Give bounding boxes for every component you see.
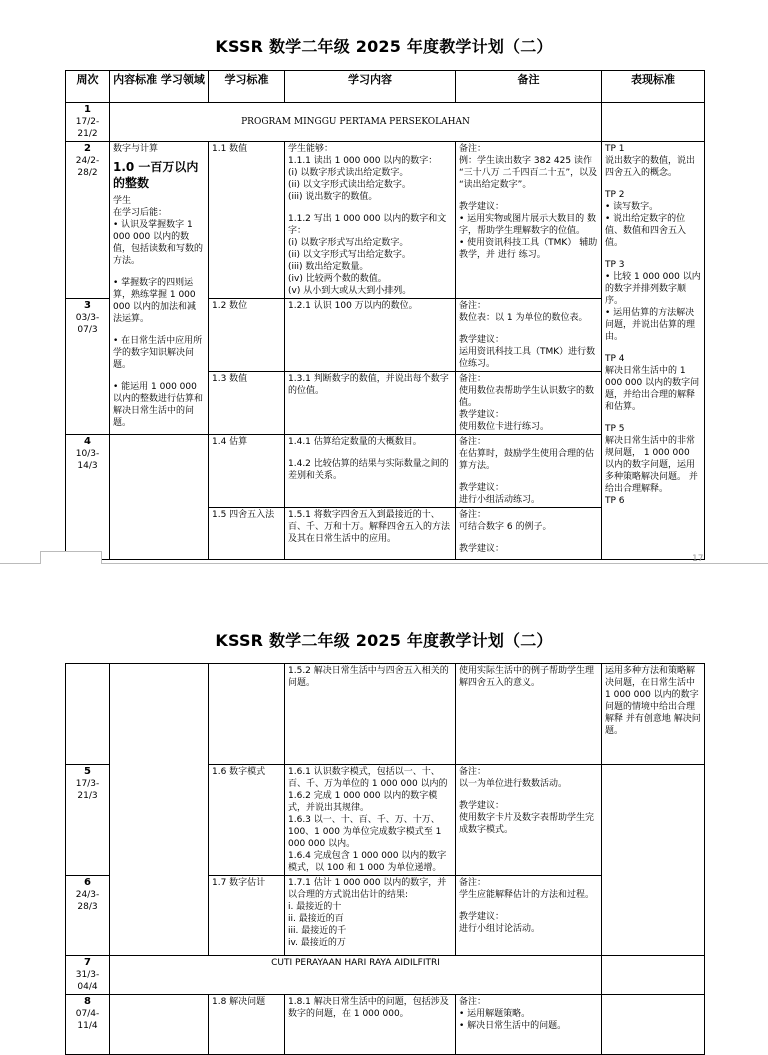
content-line: (ii) 以文字形式读出给定数字。 xyxy=(288,180,411,190)
notes-cell xyxy=(456,876,602,956)
domain-bullet: • 在日常生活中应用所学的数字知识解决问题。 xyxy=(113,336,203,370)
notes-line: 教学建议： xyxy=(459,202,505,212)
week-dates: 31/3- 04/4 xyxy=(75,970,100,992)
tp-cell xyxy=(602,664,705,765)
notes-line: 在估算时，鼓励学生使用合理的估算方法。 xyxy=(459,449,595,471)
domain-empty xyxy=(110,664,209,956)
content-cell xyxy=(285,435,456,508)
notes-line: 备注： xyxy=(459,510,487,520)
week-number: 7 xyxy=(84,957,91,968)
notes-line: 教学建议： xyxy=(459,801,505,811)
content-cell xyxy=(285,372,456,435)
week-cell xyxy=(66,435,110,560)
notes-cell xyxy=(456,299,602,372)
content-line: 1.7.1 估计 1 000 000 以内的数字，并以合理的方式说出估计的结果: xyxy=(288,878,447,900)
content-line: ii. 最接近的百 xyxy=(288,914,344,924)
notes-line: 备注： xyxy=(459,144,487,154)
domain-bullet: • 能运用 1 000 000 以内的整数进行估算和解决日常生活中的问题。 xyxy=(113,382,204,428)
notes-line: 可结合数字 6 的例子。 xyxy=(459,522,552,532)
content-line: (iii) 说出数字的数值。 xyxy=(288,192,378,202)
notes-line: 使用数字卡片及数字表帮助学生完成数字模式。 xyxy=(459,813,595,835)
page-footer-line xyxy=(0,563,40,564)
notes-line: 以一为单位进行数数活动。 xyxy=(459,779,568,789)
notes-line: 使用数位卡进行练习。 xyxy=(459,422,550,432)
learning-standard-cell: 1.7 数字估计 xyxy=(209,876,285,956)
domain-heading: 1.0 一百万以内的整数 xyxy=(113,160,199,190)
week-dates: 24/2- 28/2 xyxy=(75,156,100,178)
content-line: 1.6.1 认识数字模式，包括以一、十、百、千、万为单位的 1 000 000 以内的 xyxy=(288,767,448,789)
content-line: (iii) 数出给定数量。 xyxy=(288,262,369,272)
tp-line: 运用多种方法和策略解决问题，在日常生活中 1 000 000 以内的数字问题的情境中给出合理解释 并有创意地 解决问题。 xyxy=(605,666,701,736)
notes-cell xyxy=(456,664,602,765)
page-number: 17 xyxy=(692,554,704,564)
learning-standard-cell: 1.8 解决问题 xyxy=(209,995,285,1055)
content-line: iii. 最接近的千 xyxy=(288,926,347,936)
notes-line: 教学建议： xyxy=(459,912,505,922)
header-performance: 表现标准 xyxy=(602,71,705,103)
tp-line: • 比较 1 000 000 以内的数字并排列数字顺序。 xyxy=(605,272,701,306)
notes-line: 备注： xyxy=(459,997,487,1007)
week-dates: 10/3- 14/3 xyxy=(75,449,100,471)
header-row xyxy=(66,71,705,103)
tp-empty xyxy=(602,995,705,1055)
content-cell xyxy=(285,299,456,372)
content-line: 1.4.2 比较估算的结果与实际数量之间的差别和关系。 xyxy=(288,459,449,481)
notes-line: 备注： xyxy=(459,878,487,888)
week-cell xyxy=(66,995,110,1055)
content-cell xyxy=(285,765,456,876)
table-row xyxy=(66,956,705,995)
notes-line: • 运用解题策略。 xyxy=(459,1009,531,1019)
tp-line: TP 3 xyxy=(605,260,625,270)
program-banner: PROGRAM MINGGU PERTAMA PERSEKOLAHAN xyxy=(110,103,602,142)
header-week: 周次 xyxy=(66,71,110,103)
content-cell xyxy=(285,664,456,765)
content-line: (v) 从小到大或从大到小排列。 xyxy=(288,286,412,296)
domain-bullet: • 认识及掌握数字 1 000 000 以内的数值，包括读数和写数的方法。 xyxy=(113,220,204,266)
content-line: iv. 最接近的万 xyxy=(288,938,346,948)
notes-line: 备注： xyxy=(459,374,487,384)
learning-standard-cell xyxy=(209,664,285,765)
week-cell xyxy=(66,142,110,299)
notes-cell xyxy=(456,765,602,876)
tp-line: • 运用估算的方法解决问题，并说出估算的理由。 xyxy=(605,308,696,342)
header-domain: 内容标准 学习领域 xyxy=(110,71,209,103)
learning-standard-cell: 1.3 数值 xyxy=(209,372,285,435)
tp-line: 解决日常生活中的 1 000 000 以内的数字问题，并给出合理的解释和估算。 xyxy=(605,366,700,412)
content-line: 1.6.2 完成 1 000 000 以内的数字模式，并说出其规律。 xyxy=(288,791,438,813)
table-row xyxy=(66,664,705,765)
tp-line: • 读写数字。 xyxy=(605,202,659,212)
page-title: KSSR 数学二年级 2025 年度教学计划（二） xyxy=(215,37,553,56)
domain-line: 学生 xyxy=(113,196,132,206)
content-cell xyxy=(285,995,456,1055)
week-dates: 24/3- 28/3 xyxy=(75,890,100,912)
content-line: 1.1.2 写出 1 000 000 以内的数字和文字： xyxy=(288,214,447,236)
domain-line: 数字与计算 xyxy=(113,144,159,154)
empty-cell xyxy=(602,956,705,995)
content-cell xyxy=(285,142,456,299)
notes-line: 教学建议： xyxy=(459,335,505,345)
week-number: 1 xyxy=(84,104,91,115)
learning-standard-cell: 1.4 估算 xyxy=(209,435,285,508)
notes-line: 教学建议： xyxy=(459,544,505,554)
content-line: 学生能够： xyxy=(288,144,334,154)
header-content: 学习内容 xyxy=(285,71,456,103)
content-line: (i) 以数字形式读出给定数字。 xyxy=(288,168,409,178)
domain-empty xyxy=(110,995,209,1055)
tp-cell xyxy=(602,142,705,560)
tp-line: TP 4 xyxy=(605,354,625,364)
week-number: 3 xyxy=(84,300,91,311)
content-line: 1.4.1 估算给定数量的大概数目。 xyxy=(288,437,422,447)
week-number: 6 xyxy=(84,877,91,888)
header-notes: 备注 xyxy=(456,71,602,103)
domain-bullet: • 掌握数字的四则运算，熟练掌握 1 000 000 以内的加法和减法运算。 xyxy=(113,278,197,324)
empty-cell xyxy=(602,103,705,142)
notes-line: 进行小组讨论活动。 xyxy=(459,924,541,934)
table-row xyxy=(66,995,705,1055)
content-line: 1.6.4 完成包含 1 000 000 以内的数字模式，以 100 和 1 000 为单位递增。 xyxy=(288,851,447,873)
content-cell xyxy=(285,876,456,956)
table-row xyxy=(66,103,705,142)
content-line: i. 最接近的十 xyxy=(288,902,342,912)
tp-line: 解决日常生活中的非常规问题， 1 000 000 以内的数字问题，运用多种策略解决问题。 并给出合理解释。 xyxy=(605,436,698,494)
week-dates: 17/3- 21/3 xyxy=(75,779,100,801)
page-footer-tab xyxy=(40,551,102,564)
learning-standard-cell: 1.6 数字模式 xyxy=(209,765,285,876)
week-cell xyxy=(66,765,110,876)
content-line: (ii) 以文字形式写出给定数字。 xyxy=(288,250,411,260)
schedule-table-page1 xyxy=(65,70,705,560)
notes-line: 教学建议： xyxy=(459,483,505,493)
notes-line: “三十八万 二千四百二十五”，以及 “读出给定数字”。 xyxy=(459,168,598,190)
page-title: KSSR 数学二年级 2025 年度教学计划（二） xyxy=(215,631,553,650)
notes-line: 备注： xyxy=(459,437,487,447)
notes-line: 使用数位表帮助学生认识数字的数值。 xyxy=(459,386,595,408)
learning-standard-cell: 1.5 四舍五入法 xyxy=(209,508,285,560)
content-line: 1.5.2 解决日常生活中与四舍五入相关的问题。 xyxy=(288,666,449,688)
content-line: 1.5.1 将数字四舍五入到最接近的十、百、千、万和十万。解释四舍五入的方法及其在日常生活中的应用。 xyxy=(288,510,451,544)
notes-cell xyxy=(456,435,602,508)
learning-standard-cell: 1.1 数值 xyxy=(209,142,285,299)
notes-cell xyxy=(456,142,602,299)
tp-line: TP 1 xyxy=(605,144,625,154)
week-cell xyxy=(66,299,110,435)
tp-line: TP 6 xyxy=(605,496,625,506)
week-number: 4 xyxy=(84,436,91,447)
week-number: 5 xyxy=(84,766,91,777)
notes-line: • 解决日常生活中的问题。 xyxy=(459,1021,567,1031)
notes-cell xyxy=(456,508,602,560)
content-line: (iv) 比较两个数的数值。 xyxy=(288,274,387,284)
content-line: 1.2.1 认识 100 万以内的数位。 xyxy=(288,301,418,311)
notes-line: 学生应能解释估计的方法和过程。 xyxy=(459,890,595,900)
notes-line: 数位表：以 1 为单位的数位表。 xyxy=(459,313,588,323)
content-line: 1.3.1 判断数字的数值，并说出每个数字的位值。 xyxy=(288,374,449,396)
week-cell xyxy=(66,956,110,995)
week-dates: 07/4- 11/4 xyxy=(75,1009,100,1031)
tp-line: TP 2 xyxy=(605,190,625,200)
week-dates: 03/3- 07/3 xyxy=(75,313,100,335)
notes-line: • 使用资讯科技工具（TMK） 辅助教学，并 进行 练习。 xyxy=(459,238,598,260)
week-cell xyxy=(66,103,110,142)
content-line: (i) 以数字形式写出给定数字。 xyxy=(288,238,409,248)
week-number: 2 xyxy=(84,143,91,154)
notes-cell xyxy=(456,995,602,1055)
tp-empty xyxy=(602,765,705,956)
tp-line: 说出数字的数值，说出四舍五入的概念。 xyxy=(605,156,696,178)
page-footer-line xyxy=(101,563,768,564)
content-line: 1.8.1 解决日常生活中的问题，包括涉及数字的问题，在 1 000 000。 xyxy=(288,997,449,1019)
domain-line: 在学习后能： xyxy=(113,208,168,218)
header-learning-standard: 学习标准 xyxy=(209,71,285,103)
notes-line: 备注： xyxy=(459,767,487,777)
tp-line: TP 5 xyxy=(605,424,625,434)
notes-line: • 运用实物或图片展示大数目的 数字，帮助学生理解数字的位值。 xyxy=(459,214,597,236)
week-dates: 17/2- 21/2 xyxy=(75,117,100,139)
week-cell xyxy=(66,664,110,765)
domain-empty xyxy=(110,435,209,560)
schedule-table-page2 xyxy=(65,663,705,1055)
notes-line: 使用实际生活中的例子帮助学生理解四舍五入的意义。 xyxy=(459,666,595,688)
tp-line: • 说出给定数字的位值、数值和四舍五入值。 xyxy=(605,214,687,248)
domain-cell xyxy=(110,142,209,435)
holiday-banner: CUTI PERAYAAN HARI RAYA AIDILFITRI xyxy=(110,956,602,995)
notes-line: 进行小组活动练习。 xyxy=(459,495,541,505)
notes-line: 教学建议： xyxy=(459,410,505,420)
week-cell xyxy=(66,876,110,956)
notes-line: 例：学生读出数字 382 425 读作 xyxy=(459,156,592,166)
table-row xyxy=(66,142,705,299)
content-cell xyxy=(285,508,456,560)
content-line: 1.1.1 读出 1 000 000 以内的数字： xyxy=(288,156,438,166)
learning-standard-cell: 1.2 数位 xyxy=(209,299,285,372)
notes-line: 备注： xyxy=(459,301,487,311)
notes-line: 运用资讯科技工具（TMK）进行数位练习。 xyxy=(459,347,596,369)
content-line: 1.6.3 以一、十、百、千、万、十万、100、1 000 为单位完成数字模式至 1 000 000 以内。 xyxy=(288,815,442,849)
notes-cell xyxy=(456,372,602,435)
week-number: 8 xyxy=(84,996,91,1007)
